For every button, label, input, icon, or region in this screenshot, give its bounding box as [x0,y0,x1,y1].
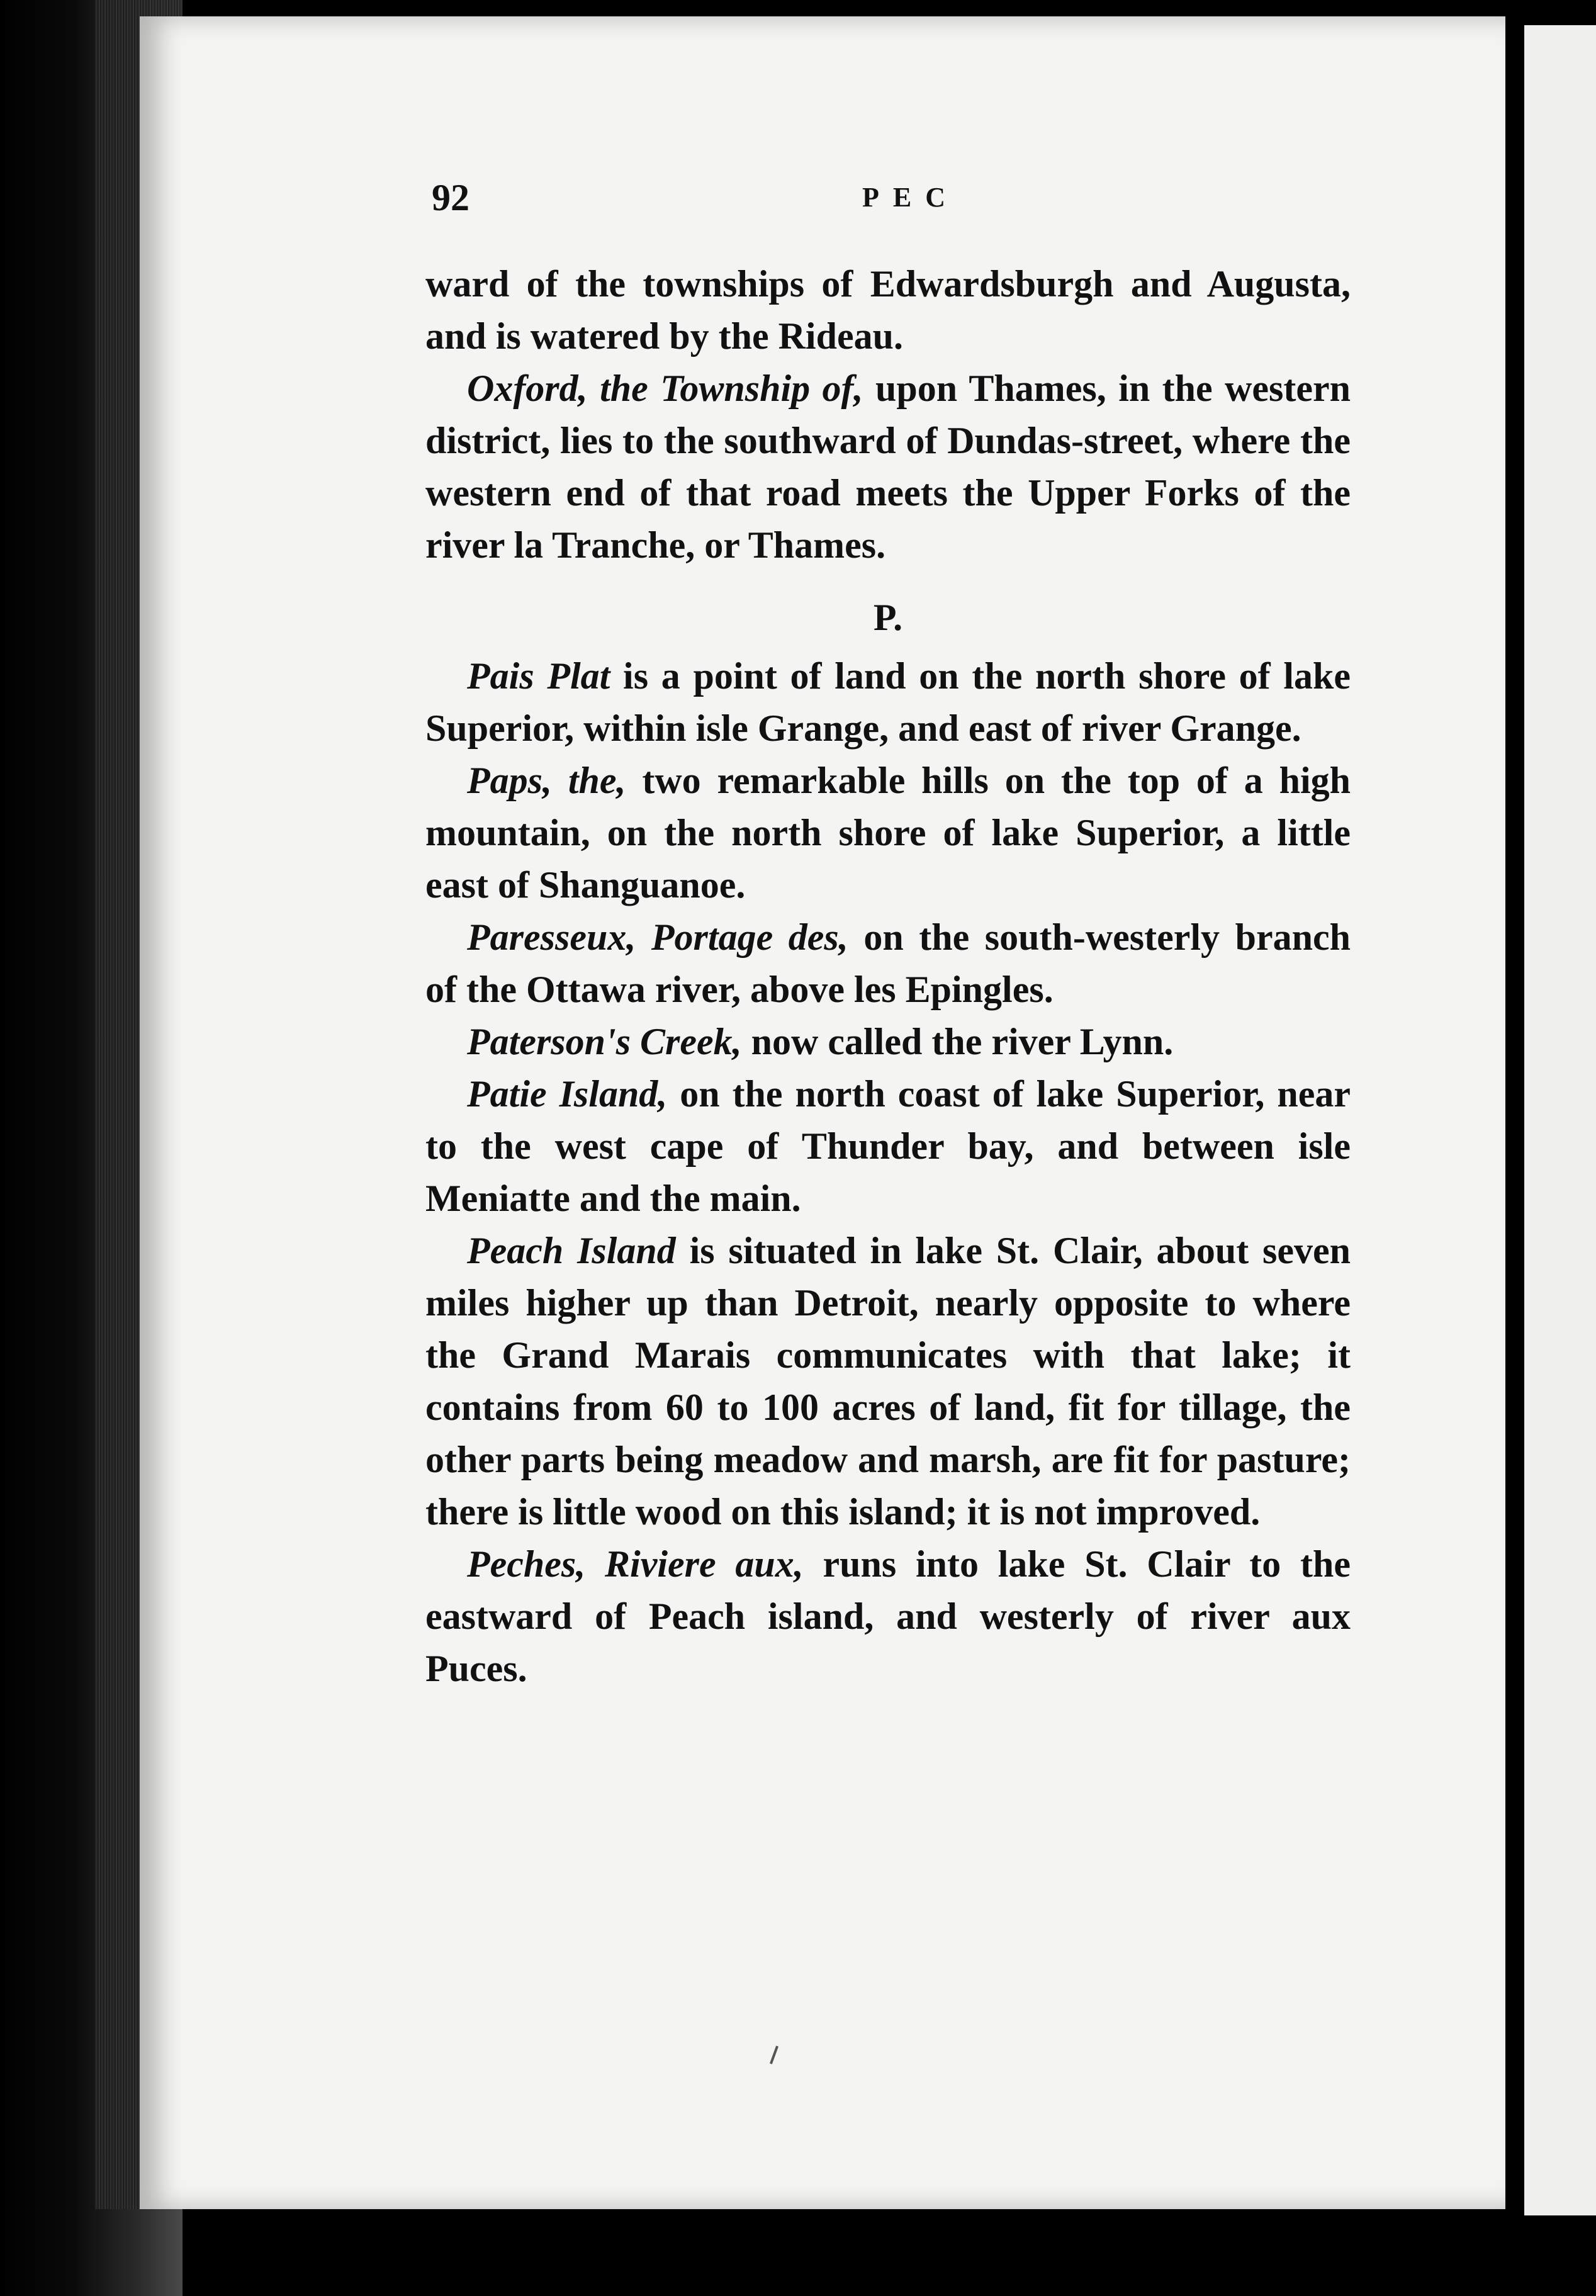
entry-term: Peach Island [467,1230,676,1271]
running-head [432,176,1351,227]
entry-text: on the north coast of lake Superior, near to the west cape of Thunder bay, and between isle Meniatte and the main. [425,1073,1351,1219]
entry-text: is situated in lake St. Clair, about seven miles higher up than Detroit, nearly opposite to where the Grand Marais communicates with that lake; it contains from 60 to 100 acres of land, fit for tillage, the other parts being meadow and marsh, are fit for pasture; there is little wood on this island; it is not improved. [425,1230,1351,1533]
entry-text: upon Thames, in the western district, lies to the southward of Dundas-street, where the western end of that road meets the Upper Forks of the river la Tranche, or Thames. [425,368,1351,566]
entry-peches [425,1538,1351,1695]
paragraph-text: ward of the townships of Edwardsburgh and Augusta, and is watered by the Rideau. [425,263,1351,357]
section-heading: P. [873,597,903,638]
running-head-letters: PEC [862,182,959,213]
entry-peach-island [425,1225,1351,1538]
entry-term: Pais Plat [467,655,610,697]
paragraph-continued [425,258,1351,363]
entry-oxford [425,363,1351,571]
entry-text: is a point of land on the north shore of lake Superior, within isle Grange, and east of river Grange. [425,655,1351,749]
entry-term: Peches, Riviere aux, [467,1543,804,1585]
entry-term: Oxford, the Township of, [467,368,863,409]
entry-term: Paterson's Creek, [467,1021,742,1062]
entry-text: runs into lake St. Clair to the eastward of Peach island, and westerly of river aux Puces. [425,1543,1351,1689]
page-divider [1505,0,1524,2296]
entry-patie-island [425,1068,1351,1225]
facing-page-edge [1524,25,1596,2215]
entry-text: now called the river Lynn. [741,1021,1174,1062]
entry-term: Paresseux, Portage des, [467,916,848,958]
entry-term: Paps, the, [467,760,626,801]
page-number: 92 [432,177,469,218]
entry-paresseux [425,911,1351,1016]
entry-paps [425,755,1351,911]
entry-term: Patie Island, [467,1073,668,1115]
page-text [425,258,1351,1695]
entry-text: two remarkable hills on the top of a high mountain, on the north shore of lake Superior, a little east of Shanguanoe. [425,760,1351,906]
entry-text: on the south-westerly branch of the Ottawa river, above les Epingles. [425,916,1351,1010]
entry-patersons-creek [425,1016,1351,1068]
entry-pais-plat [425,650,1351,755]
